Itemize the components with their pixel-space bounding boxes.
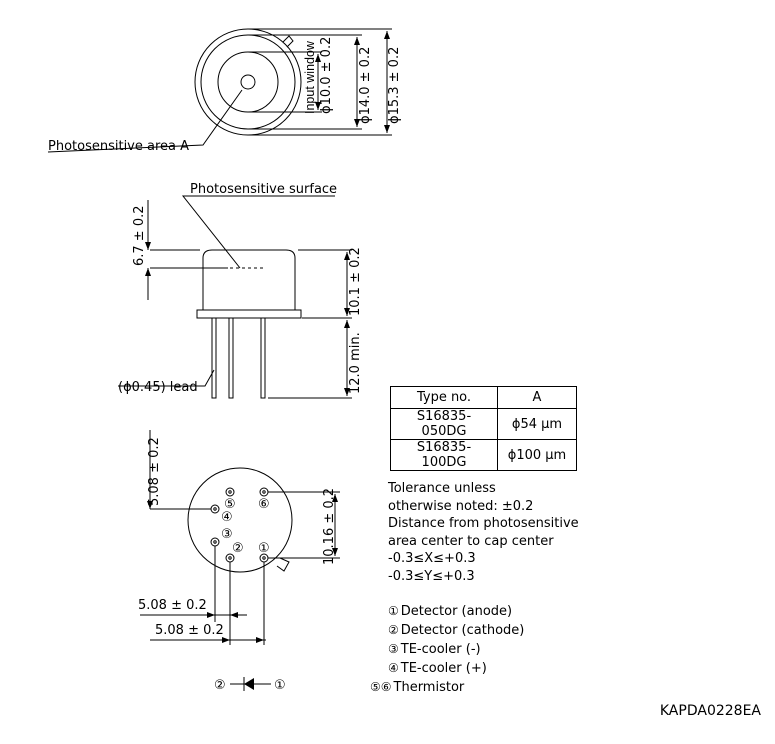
note-line: otherwise noted: ±0.2 <box>388 498 534 514</box>
table-row <box>391 409 577 440</box>
photosensitive-area <box>241 75 255 89</box>
note-line: -0.3≤Y≤+0.3 <box>388 568 475 584</box>
pin-label-3: ③ <box>221 527 233 542</box>
pin-number: ④ <box>388 661 399 675</box>
table-cell: S16835-100DG <box>391 440 498 471</box>
tolerance-notes <box>388 480 579 585</box>
pin-label-2: ② <box>232 541 244 556</box>
symbol-right: ① <box>274 678 286 693</box>
pin-legend-item <box>370 640 524 659</box>
horiz-dim-2: 5.08 ± 0.2 <box>155 623 224 638</box>
pin-number: ⑤⑥ <box>370 680 392 694</box>
cap-body <box>203 250 295 310</box>
surface-label: Photosensitive surface <box>190 182 338 197</box>
pin-label-5: ⑤ <box>224 497 236 512</box>
flange-tab <box>283 36 293 47</box>
lead-mid <box>229 318 233 398</box>
pin-legend-item <box>370 678 524 697</box>
symbol-left: ② <box>214 678 226 693</box>
dia-inner: ϕ14.0 ± 0.2 <box>358 46 373 124</box>
pin-description: Detector (anode) <box>400 604 513 619</box>
bottom-flange <box>188 468 292 572</box>
pin-label-4: ④ <box>221 510 233 525</box>
pin-number: ③ <box>388 642 399 656</box>
lead-left <box>212 318 216 398</box>
table-cell: S16835-050DG <box>391 409 498 440</box>
outer-flange <box>195 29 301 135</box>
height-cap: 10.1 ± 0.2 <box>348 247 363 316</box>
drawing-code: KAPDA0228EA <box>659 703 761 719</box>
side-view <box>118 196 352 398</box>
table-cell: ϕ100 µm <box>498 440 577 471</box>
bottom-tab <box>277 558 289 571</box>
window-label: Input window <box>303 41 317 114</box>
vertical-spacing: 5.08 ± 0.2 <box>147 437 162 506</box>
lead-right <box>261 318 265 398</box>
pin-number: ② <box>388 623 399 637</box>
window-dia: ϕ10.0 ± 0.2 <box>319 36 334 114</box>
pin-number: ① <box>388 604 399 618</box>
input-window <box>218 52 278 112</box>
table-header: Type no. <box>391 387 498 409</box>
bottom-height: 10.16 ± 0.2 <box>322 487 337 565</box>
table-cell: ϕ54 µm <box>498 409 577 440</box>
lead-label: (ϕ0.45) lead <box>118 380 198 395</box>
pin-legend-item <box>370 602 524 621</box>
table-header-row <box>391 387 577 409</box>
pin-label-1: ① <box>258 541 270 556</box>
height-top: 6.7 ± 0.2 <box>132 205 147 266</box>
area-label: Photosensitive area A <box>48 139 190 154</box>
pin-description: TE-cooler (-) <box>400 642 481 657</box>
pin-legend-item <box>370 621 524 640</box>
note-line: -0.3≤X≤+0.3 <box>388 551 476 566</box>
table-row <box>391 440 577 471</box>
pin-legend <box>370 602 524 697</box>
type-table <box>390 386 577 471</box>
note-line: area center to cap center <box>388 533 554 549</box>
pin-description: Thermistor <box>393 680 465 695</box>
flange <box>197 310 301 318</box>
pin-legend-item <box>370 659 524 678</box>
note-line: Tolerance unless <box>388 481 496 496</box>
cap-outline <box>201 35 295 129</box>
table-header: A <box>498 387 577 409</box>
pin-description: Detector (cathode) <box>400 623 525 638</box>
note-line: Distance from photosensitive <box>388 516 579 531</box>
top-view <box>48 29 392 152</box>
pin-label-6: ⑥ <box>258 497 270 512</box>
dia-outer: ϕ15.3 ± 0.2 <box>387 46 402 124</box>
pin-description: TE-cooler (+) <box>400 661 487 676</box>
lead-length: 12.0 min. <box>348 332 363 394</box>
horiz-dim-1: 5.08 ± 0.2 <box>138 598 207 613</box>
